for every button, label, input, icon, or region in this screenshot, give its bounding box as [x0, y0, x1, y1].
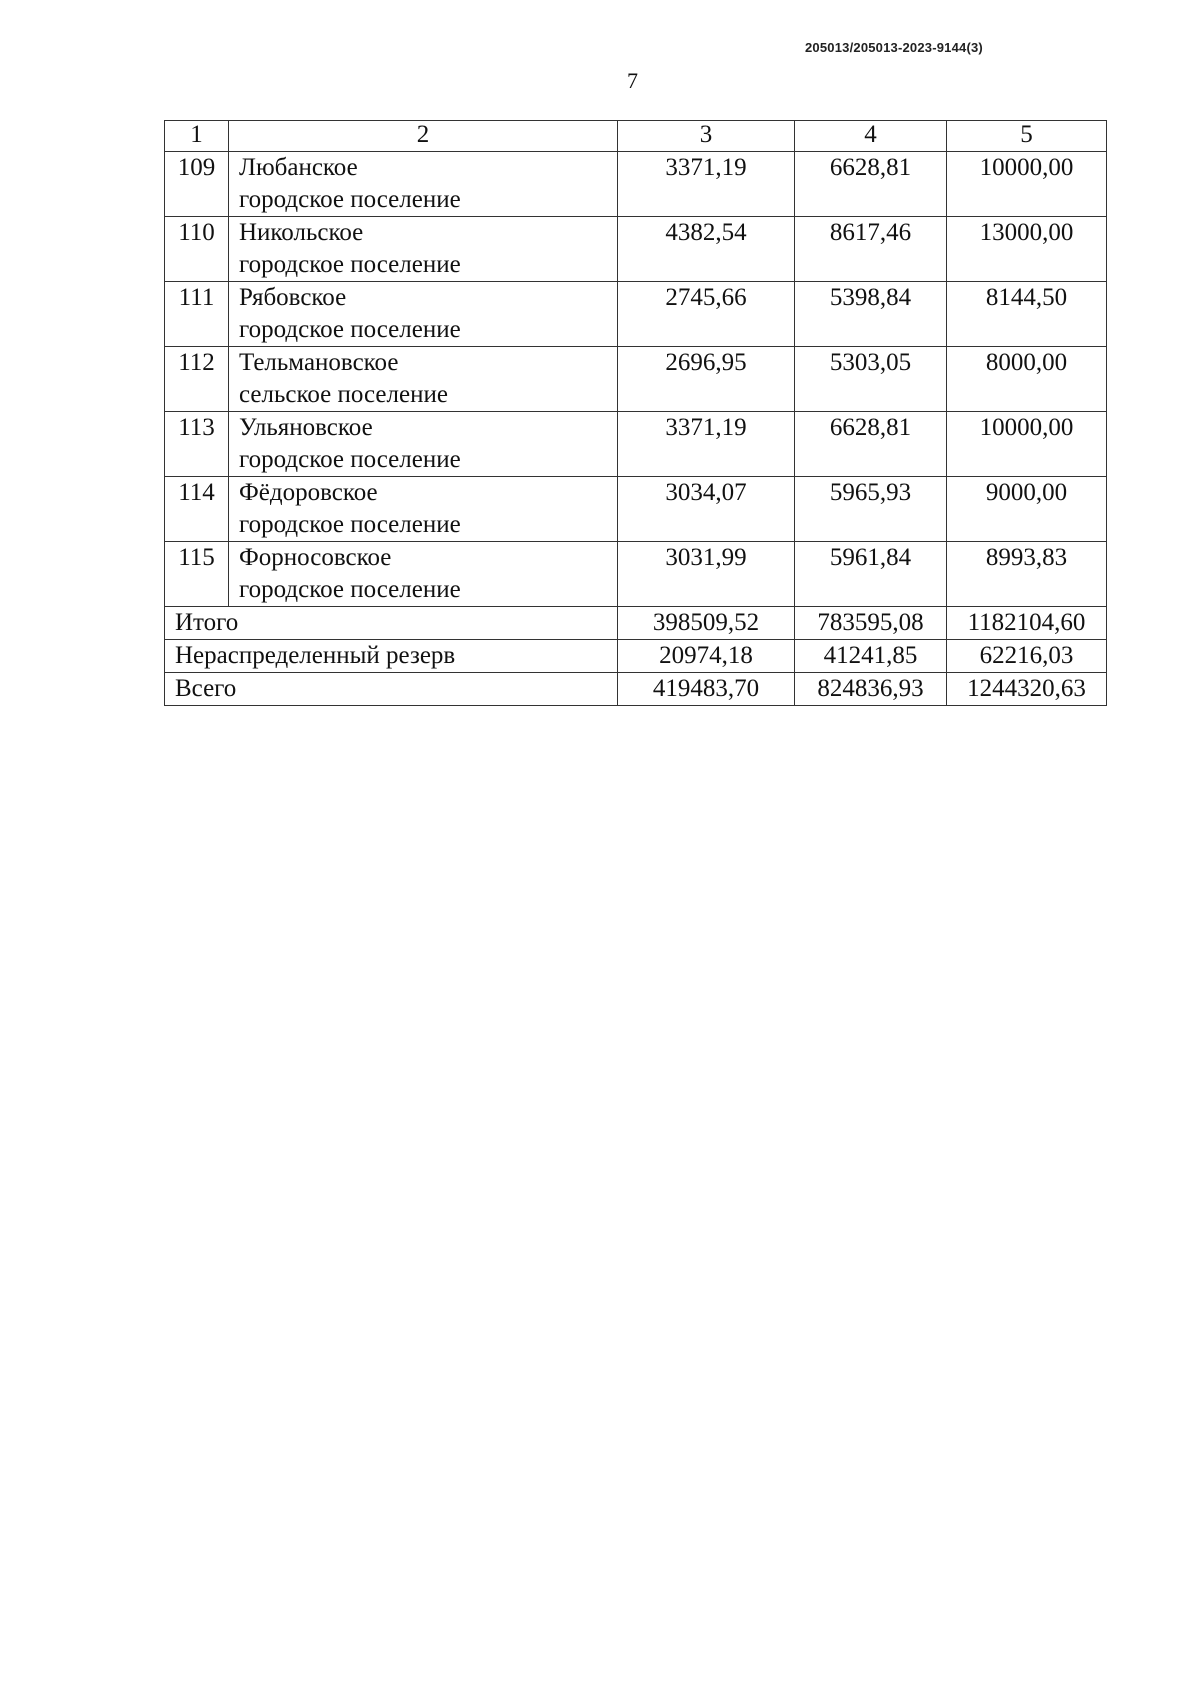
value-col5: 8144,50 [947, 282, 1107, 347]
value-col5: 10000,00 [947, 152, 1107, 217]
total-col5: 62216,03 [947, 640, 1107, 673]
total-col4: 41241,85 [795, 640, 947, 673]
settlement-name [229, 282, 618, 347]
value-col4: 8617,46 [795, 217, 947, 282]
table-row [165, 477, 1107, 542]
settlement-name [229, 347, 618, 412]
total-col4: 783595,08 [795, 607, 947, 640]
value-col4: 6628,81 [795, 152, 947, 217]
document-id: 205013/205013-2023-9144(3) [805, 40, 983, 55]
settlement-name-line2: городское поселение [239, 251, 461, 278]
total-col5: 1182104,60 [947, 607, 1107, 640]
table-row [165, 152, 1107, 217]
row-number: 109 [165, 152, 229, 217]
value-col3: 2696,95 [618, 347, 795, 412]
settlement-name-line1: Фёдоровское [239, 479, 378, 506]
settlement-name-line1: Рябовское [239, 284, 347, 311]
total-label: Итого [165, 607, 618, 640]
settlement-name-line1: Форносовское [239, 544, 392, 571]
settlement-name-line2: городское поселение [239, 186, 461, 213]
row-number: 111 [165, 282, 229, 347]
settlement-name-line1: Ульяновское [239, 414, 373, 441]
settlement-name-line2: городское поселение [239, 316, 461, 343]
distribution-table [164, 120, 1107, 706]
value-col3: 3034,07 [618, 477, 795, 542]
total-col3: 419483,70 [618, 673, 795, 706]
column-header: 2 [229, 121, 618, 152]
value-col4: 6628,81 [795, 412, 947, 477]
value-col5: 9000,00 [947, 477, 1107, 542]
value-col3: 4382,54 [618, 217, 795, 282]
settlement-name [229, 542, 618, 607]
settlement-name-line1: Тельмановское [239, 349, 399, 376]
total-label: Всего [165, 673, 618, 706]
settlement-name-line2: городское поселение [239, 446, 461, 473]
settlement-name-line2: сельское поселение [239, 381, 448, 408]
table-row [165, 412, 1107, 477]
row-number: 112 [165, 347, 229, 412]
total-col3: 20974,18 [618, 640, 795, 673]
column-header: 5 [947, 121, 1107, 152]
value-col4: 5965,93 [795, 477, 947, 542]
value-col4: 5303,05 [795, 347, 947, 412]
value-col3: 2745,66 [618, 282, 795, 347]
settlement-name-line2: городское поселение [239, 576, 461, 603]
settlement-name [229, 412, 618, 477]
total-label: Нераспределенный резерв [165, 640, 618, 673]
column-header: 4 [795, 121, 947, 152]
row-number: 114 [165, 477, 229, 542]
table-row [165, 347, 1107, 412]
settlement-name [229, 152, 618, 217]
page-number: 7 [627, 68, 638, 93]
value-col3: 3371,19 [618, 152, 795, 217]
total-col4: 824836,93 [795, 673, 947, 706]
value-col5: 8000,00 [947, 347, 1107, 412]
column-header: 1 [165, 121, 229, 152]
value-col4: 5398,84 [795, 282, 947, 347]
settlement-name-line2: городское поселение [239, 511, 461, 538]
value-col5: 8993,83 [947, 542, 1107, 607]
total-row-itogo [165, 607, 1107, 640]
column-header: 3 [618, 121, 795, 152]
value-col3: 3371,19 [618, 412, 795, 477]
value-col5: 10000,00 [947, 412, 1107, 477]
settlement-name [229, 477, 618, 542]
total-col5: 1244320,63 [947, 673, 1107, 706]
table-row [165, 217, 1107, 282]
settlement-name [229, 217, 618, 282]
table-row [165, 542, 1107, 607]
table-row [165, 282, 1107, 347]
row-number: 113 [165, 412, 229, 477]
value-col4: 5961,84 [795, 542, 947, 607]
value-col3: 3031,99 [618, 542, 795, 607]
row-number: 110 [165, 217, 229, 282]
total-row-reserve [165, 640, 1107, 673]
settlement-name-line1: Любанское [239, 154, 358, 181]
total-row-vsego [165, 673, 1107, 706]
settlement-name-line1: Никольское [239, 219, 364, 246]
row-number: 115 [165, 542, 229, 607]
value-col5: 13000,00 [947, 217, 1107, 282]
table-header-row [165, 121, 1107, 152]
total-col3: 398509,52 [618, 607, 795, 640]
